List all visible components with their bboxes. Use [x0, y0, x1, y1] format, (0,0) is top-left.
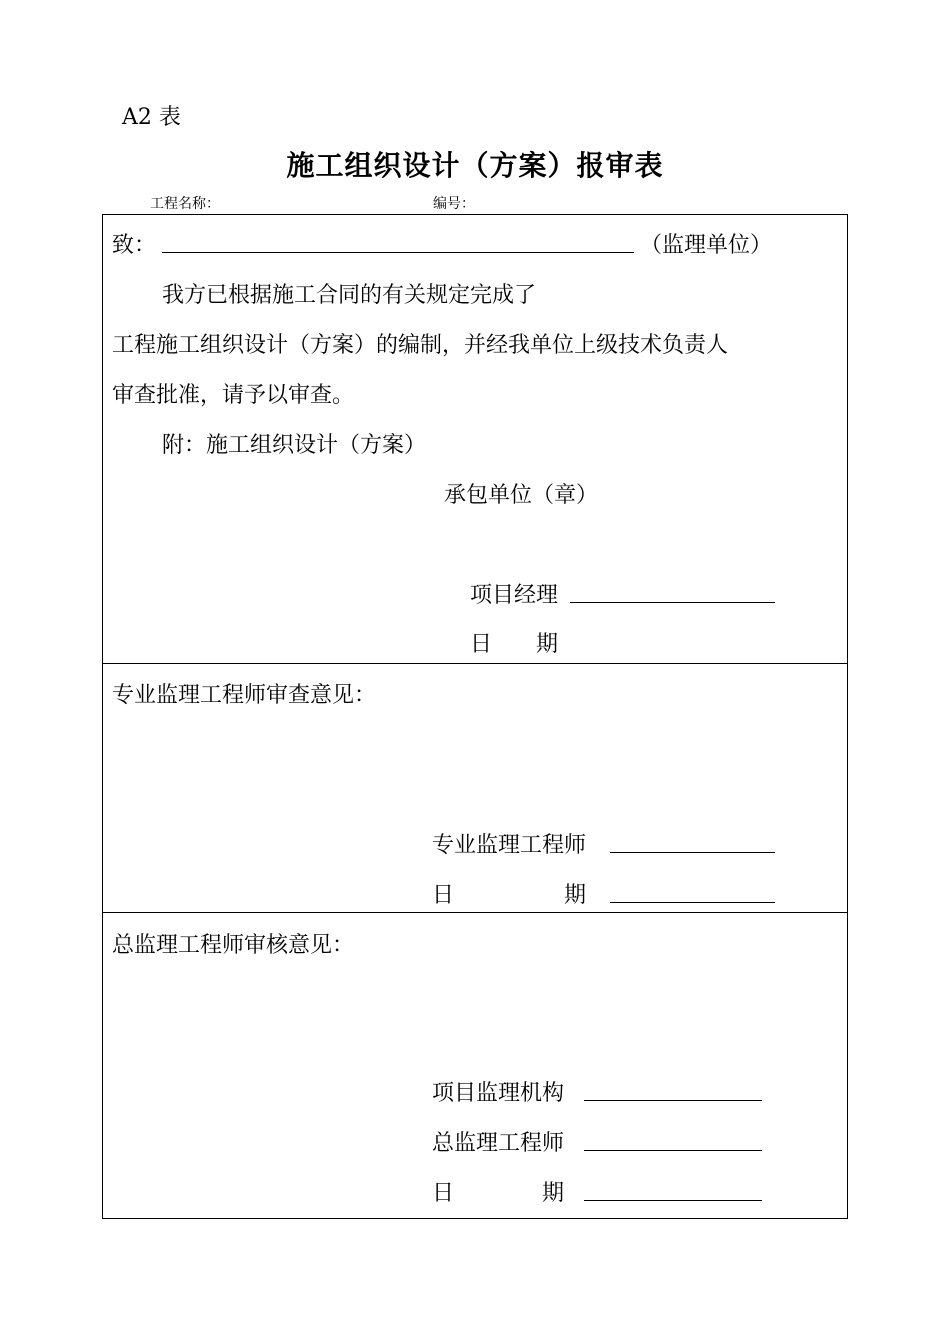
specialist-review-heading: 专业监理工程师审查意见： [112, 683, 377, 708]
declaration-line-3: 审查批准，请予以审查。 [112, 383, 355, 408]
supervision-org-label: 项目监理机构 [432, 1081, 565, 1106]
section-divider-2 [102, 912, 848, 913]
declaration-line-2: 工程施工组织设计（方案）的编制，并经我单位上级技术负责人 [112, 333, 729, 358]
specialist-engineer-field[interactable] [610, 834, 775, 853]
project-manager-field[interactable] [570, 584, 775, 603]
chief-review-heading: 总监理工程师审核意见： [112, 933, 355, 958]
attachment-line: 附：施工组织设计（方案） [162, 433, 427, 458]
chief-engineer-field[interactable] [584, 1132, 762, 1151]
form-table [102, 214, 848, 1219]
supervision-org-field[interactable] [584, 1082, 762, 1101]
section-divider-1 [102, 663, 848, 664]
section2-date-label: 日 期 [432, 883, 587, 908]
chief-engineer-label: 总监理工程师 [432, 1131, 565, 1156]
declaration-line-1: 我方已根据施工合同的有关规定完成了 [162, 283, 537, 308]
form-code: A2 表 [122, 105, 181, 130]
supervisor-unit-label: （监理单位） [640, 233, 773, 258]
to-label: 致： [112, 233, 157, 258]
section3-date-label: 日 期 [432, 1181, 565, 1206]
contractor-seal-label: 承包单位（章） [444, 483, 599, 508]
section2-date-field[interactable] [610, 884, 775, 903]
page-title: 施工组织设计（方案）报审表 [286, 149, 664, 182]
project-manager-label: 项目经理 [470, 583, 559, 608]
section3-date-field[interactable] [584, 1182, 762, 1201]
project-name-label: 工程名称： [150, 196, 220, 212]
supervisor-unit-field[interactable] [162, 234, 634, 253]
number-label: 编号： [433, 196, 475, 212]
section1-date-label: 日 期 [470, 632, 559, 657]
specialist-engineer-label: 专业监理工程师 [432, 833, 587, 858]
